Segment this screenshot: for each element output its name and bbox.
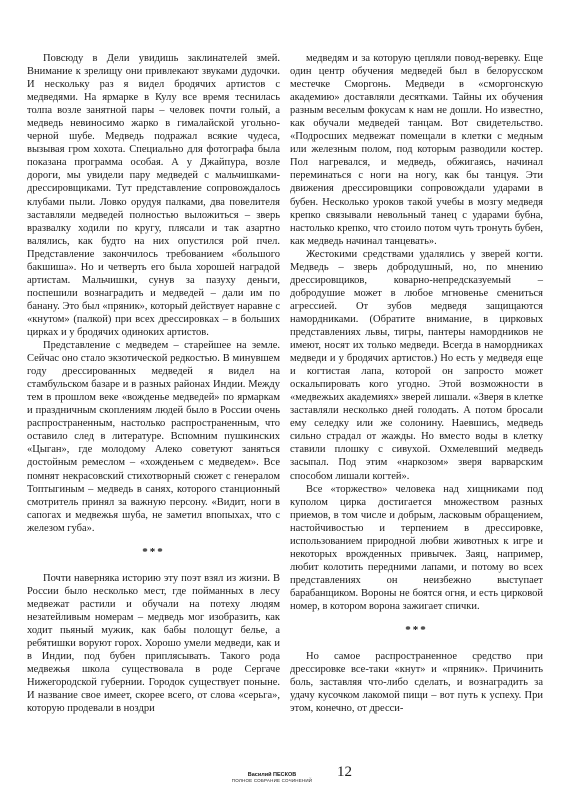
left-column (27, 52, 280, 715)
running-footer (212, 772, 332, 783)
paragraph: Но самое распространенное средство при дрессировке все-таки «кнут» и «пряник». Причинить боль, заставляя что-либо сделать, и вознаградить за удачу кусочком лакомой пищи – вот путь к успеху. При этом, конечно, от дресси- (290, 651, 543, 715)
footer-author-name: Василий ПЕСКОВ (247, 772, 297, 778)
section-separator: *** (142, 545, 165, 558)
footer-series-title: ПОЛНОЕ СОБРАНИЕ СОЧИНЕНИЙ (231, 778, 313, 783)
paragraph: Жестокими средствами удалялись у зверей когти. Медведь – зверь добродушный, но, по мнению дрессировщиков, коварно-непредсказуемый – добродушие может в любое мгновенье смениться агрессией. От зубов медведя защищаются намордниками. (Обратите внимание, в цирковых представлениях львы, тигры, пантеры намордников не имеют, носят их только медведи. Всегда в намордниках медведи и у бродячих артистов.) Но есть у медведя еще и когтистая лапа, которой он запросто может оскальпировать кого угодно. Этой возможности в «медвежьих академиях» зверей лишали. «Зверя в клетке заставляли несколько дней голодать. А потом бросали ему селедку или же солонину. Наевшись, медведь сильно страдал от жажды. Но вместо воды в клетку ставили плошку с сивухой. Охмелевший медведь засыпал. Под этим «наркозом» зверя варварским способом лишали когтей». (290, 248, 543, 482)
paragraph: Представление с медведем – старейшее на земле. Сейчас оно стало экзотической редкостью. В минувшем году дрессированных медведей я видел на стамбульском базаре и в разных районах Индии. Между тем в прошлом веке «вожденье медведей» по ярмаркам и праздничным скоплениям людей было в России очень распространенным, настолько распространенным, что оставило след в литературе. Вспомним пушкинских «Цыган», где молодому Алеко советуют заняться достойным ремеслом – «хожденьем с медведем». Все помнят некрасовский стихотворный сюжет с генералом Топтыгиным – медведь в санях, которого станционный смотритель принял за важную персону. «Видит, ноги в сапогах и медвежья шуба, не заметил впопыхах, что с железом губа». (27, 340, 280, 534)
paragraph: Все «торжество» человека над хищниками под куполом цирка достигается множеством разных приемов, в том числе и добрым, ласковым обращением, настойчивостью и терпением в дрессировке, использованием природной любви животных к игре и некоторых врожденных привычек. Заяц, например, любит колотить передними лапами, и потому во всех представлениях он неизбежно выступает барабанщиком. Вороны не боятся огня, и есть цирковой номер, в котором ворона зажигает спички. (290, 483, 543, 612)
section-separator: *** (405, 624, 428, 637)
paragraph: Повсюду в Дели увидишь заклинателей змей. Внимание к зрелищу они привлекают звуками дудочки. И нескольку раз я видел бродячих артистов с медведями. На ярмарке в Кулу все время теснилась толпа возле занятной пары – человек почти голый, а медведь невиносимо жарко в гималайской угольно-черной шубе. Медведь подражал всякие чудеса, вызывая гром хохота. Специально для фотографа была показана программа особая. А у Джайпура, возле дороги, мы увидели пару медведей с мальчишками-дрессировщиками. Тут представление сопровождалось клубами пыли. Ловко орудуя палками, два повелителя заставляли медведей полностью выложиться – зверь вразвалку ходили по кругу, плясали и так азартно валялись, как будто на них опустился рой пчел. Представление закончилось требованием «большого бакшиша». Но и четверть его была хорошей наградой артистам. Мальчишки, сунув за пазуху деньги, поспешили вознаградить и медведей – дали им по банану. Это был «пряник», который действует наравне с «кнутом» (палкой) при всех дрессировках – в больших цирках и у бродячих одиноких артистов. (27, 53, 280, 338)
paragraph: медведям и за которую цепляли повод-веревку. Еще один центр обучения медведей был в белорусском местечке Сморгонь. Медведи в «сморгонскую академию» доставляли десятками. Тайны их обучения разным веселым фокусам к нам не дошли. Но известно, как обучали медведей танцам. Вот свидетельство. «Подросших медвежат помещали в клетки с медным или железным полом, под которым разводили костер. Пол нагревался, и медведь, обжигаясь, начинал переминаться с ноги на ногу, как бы танцуя. Эти движения дрессировщики сопровождали ударами в бубен. Несколько уроков такой учебы в мозгу медведя крепко связывали невольный танец с ударами бубна, настолько крепко, что стоило потом чуть тронуть бубен, как медведь начинал танцевать». (290, 53, 543, 247)
page-number: 12 (337, 764, 352, 780)
paragraph: Почти наверняка историю эту поэт взял из жизни. В России было несколько мест, где пойманных в лесу медвежат растили и обучали на потеху людям незатейливым номерам – медведь мог изобразить, как ходит пьяный мужик, как бабы полощут белье, а ребятишки воруют горох. Хорошо умели медведи, как и в Индии, под бубен приплясывать. Такого рода медвежья школа существовала в роде Сергаче Нижегородской губернии. Городок существует поныне. И название свое имеет, скорее всего, от слова «серьга», которую продевали в ноздри (27, 572, 280, 715)
right-column (290, 52, 543, 715)
